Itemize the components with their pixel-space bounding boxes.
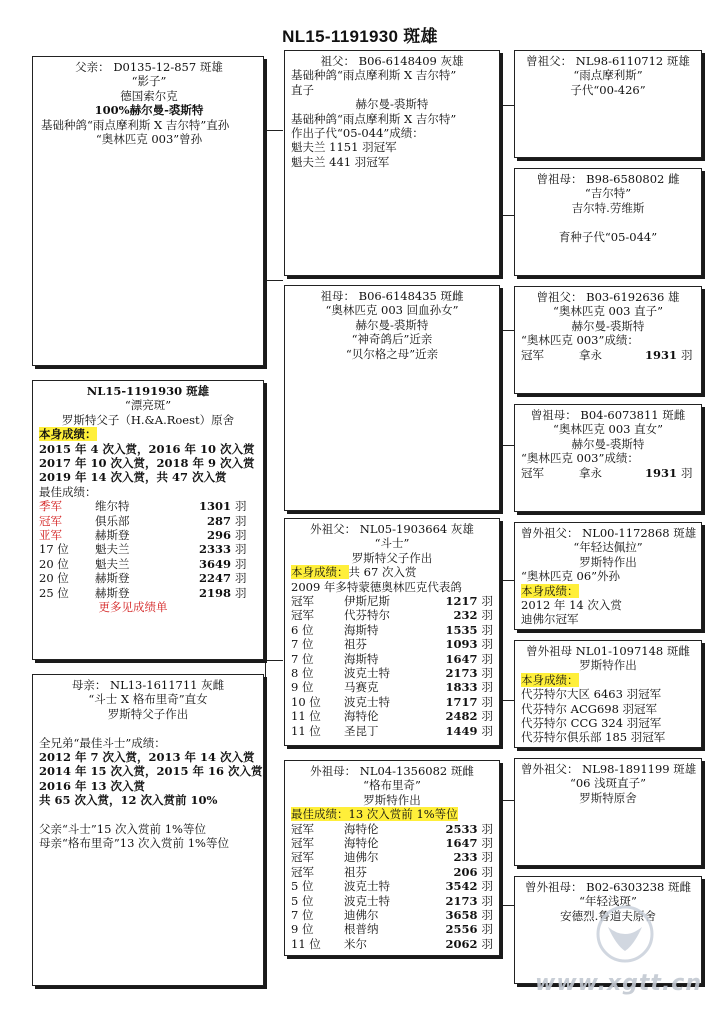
performance-label: 本身成绩： xyxy=(39,427,97,442)
results-table xyxy=(291,594,493,738)
result-unit: 羽 xyxy=(481,637,494,652)
grandfather-text: 基础种鸽“雨点摩利斯 X 吉尔特” xyxy=(291,111,457,126)
ggp-text: 安德烈.鲁道夫原舍 xyxy=(560,908,656,923)
result-row xyxy=(291,937,493,951)
result-birds: 1833 xyxy=(445,680,478,695)
mother-text: 罗斯特父子作出 xyxy=(107,706,189,721)
result-unit: 羽 xyxy=(235,528,247,543)
great-grandmother-card xyxy=(514,168,702,276)
maternal-grandfather-note: 2009 年多特蒙德奥林匹克代表鸽 xyxy=(291,579,462,594)
ggp-text: “年轻达佩拉” xyxy=(573,540,643,555)
result-race: 迪佛尔 xyxy=(344,850,379,865)
grandfather-text: 直子 xyxy=(291,82,314,97)
result-place: 冠军 xyxy=(291,594,314,609)
result-race: 波克士特 xyxy=(344,694,391,709)
father-text: 100%赫尔曼-裘斯特 xyxy=(94,103,204,118)
ggp-text: 育种子代“05-044” xyxy=(558,229,658,244)
ggp-text: “奥林匹克 003”成绩： xyxy=(521,333,639,348)
great-grandfather-card xyxy=(514,522,702,630)
ggp-text: 子代“00-426” xyxy=(570,82,646,97)
maternal-grandmother-card xyxy=(284,760,500,956)
summary-line: 2017 年 10 次入赏，2018 年 9 次入赏 xyxy=(39,456,255,471)
result-row xyxy=(39,571,257,585)
ggp-text: 罗斯特作出 xyxy=(579,658,637,673)
ggp-id: 曾外祖母 NL01-1097148 斑雌 xyxy=(526,644,690,658)
connector-line xyxy=(502,905,514,906)
maternal-grandmother-id: 外祖母： NL04-1356082 斑雌 xyxy=(310,764,474,778)
result-birds: 1931 xyxy=(644,347,677,362)
result-unit: 羽 xyxy=(481,922,494,937)
result-row xyxy=(39,542,257,556)
result-unit: 羽 xyxy=(481,893,494,908)
result-row xyxy=(291,822,493,836)
result-place: 9 位 xyxy=(291,922,314,937)
result-unit: 羽 xyxy=(481,821,494,836)
result-unit: 羽 xyxy=(481,879,494,894)
mother-text: 父亲“斗士”15 次入赏前 1%等位 xyxy=(39,822,206,837)
connector-line xyxy=(265,130,266,280)
result-place: 冠军 xyxy=(39,513,62,528)
mother-text: 母亲“格布里奇”13 次入赏前 1%等位 xyxy=(39,836,229,851)
result-unit: 羽 xyxy=(481,622,494,637)
result-birds: 206 xyxy=(453,864,478,879)
maternal-grandmother-text: “格布里奇” xyxy=(363,778,421,793)
mother-text: “斗士 X 格布里奇”直女 xyxy=(88,692,208,707)
result-race: 海斯特 xyxy=(344,651,379,666)
subject-card xyxy=(32,380,264,660)
connector-line xyxy=(265,660,266,840)
great-grandfather-card xyxy=(514,50,702,158)
result-race: 魁夫兰 xyxy=(95,542,130,557)
result-place: 冠军 xyxy=(521,347,544,362)
result-birds: 1717 xyxy=(445,694,478,709)
result-place: 11 位 xyxy=(291,936,321,951)
ggp-text: 代芬特尔大区 6463 羽冠军 xyxy=(521,687,662,702)
result-birds: 2247 xyxy=(198,571,231,586)
result-row xyxy=(291,608,493,622)
result-birds: 287 xyxy=(206,513,231,528)
result-unit: 羽 xyxy=(681,347,693,362)
result-place: 6 位 xyxy=(291,622,314,637)
great-grandmother-card xyxy=(514,404,702,512)
result-birds: 2062 xyxy=(445,936,478,951)
great-grandfather-card xyxy=(514,758,702,866)
grandmother-id: 祖母： B06-6148435 斑雌 xyxy=(320,289,464,303)
result-unit: 羽 xyxy=(681,465,693,480)
result-place: 冠军 xyxy=(521,465,544,480)
result-place: 20 位 xyxy=(39,556,69,571)
result-birds: 2173 xyxy=(445,665,478,680)
ggp-text: 代芬特尔俱乐部 185 羽冠军 xyxy=(521,730,666,745)
result-birds: 3542 xyxy=(445,879,478,894)
result-row xyxy=(291,836,493,850)
result-birds: 2198 xyxy=(198,585,231,600)
result-row xyxy=(291,724,493,738)
maternal-grandfather-card xyxy=(284,518,500,746)
summary-line: 2019 年 14 次入赏，共 47 次入赏 xyxy=(39,470,227,485)
connector-line xyxy=(502,445,514,446)
result-race: 马赛克 xyxy=(344,680,379,695)
result-unit: 羽 xyxy=(235,571,247,586)
watermark-text: www.xgtt.cn xyxy=(535,971,702,996)
ggp-id: 曾外祖父： NL00-1172868 斑雄 xyxy=(521,526,697,540)
result-unit: 羽 xyxy=(481,665,494,680)
father-card xyxy=(32,56,264,366)
result-birds: 1093 xyxy=(445,637,478,652)
connector-line xyxy=(265,280,283,281)
performance-label: 本身成绩： xyxy=(291,565,349,580)
subject-id: NL15-1191930 斑雄 xyxy=(86,384,210,398)
result-row xyxy=(291,850,493,864)
ggp-text: 代芬特尔 ACG698 羽冠军 xyxy=(521,701,658,716)
result-race: 海特伦 xyxy=(344,821,379,836)
result-unit: 羽 xyxy=(481,836,494,851)
result-place: 7 位 xyxy=(291,907,314,922)
result-race: 海特伦 xyxy=(344,709,379,724)
mother-text: 2016 年 13 次入赏 xyxy=(39,778,146,793)
result-race: 祖芬 xyxy=(344,637,368,652)
result-row xyxy=(39,499,257,513)
connector-line xyxy=(265,660,283,661)
ggp-id: 曾祖父： B03-6192636 雄 xyxy=(536,290,680,304)
result-unit: 羽 xyxy=(235,585,247,600)
mother-text xyxy=(39,808,257,822)
connector-line xyxy=(502,580,514,581)
result-birds: 296 xyxy=(206,528,231,543)
result-race: 波克士特 xyxy=(344,665,391,680)
result-unit: 羽 xyxy=(235,513,247,528)
maternal-grandfather-id: 外祖父： NL05-1903664 灰雄 xyxy=(310,522,474,536)
connector-line xyxy=(502,330,514,331)
result-birds: 2482 xyxy=(445,709,478,724)
result-place: 季军 xyxy=(39,499,62,514)
result-row xyxy=(521,348,695,362)
result-race: 波克士特 xyxy=(344,893,391,908)
result-row xyxy=(291,594,493,608)
ggp-id: 曾祖父： NL98-6110712 斑雄 xyxy=(526,54,690,68)
result-place: 17 位 xyxy=(39,542,69,557)
ggp-text: “奥林匹克 003”成绩： xyxy=(521,451,639,466)
result-place: 20 位 xyxy=(39,571,69,586)
result-birds: 1535 xyxy=(445,622,478,637)
connector-line xyxy=(502,215,514,216)
paternal-grandfather-card xyxy=(284,50,500,276)
result-row xyxy=(521,466,695,480)
pedigree-title: NL15-1191930 斑雄 xyxy=(282,27,438,46)
result-place: 7 位 xyxy=(291,637,314,652)
results-table xyxy=(291,822,493,952)
result-place: 25 位 xyxy=(39,585,69,600)
result-unit: 羽 xyxy=(481,594,494,609)
mother-id: 母亲： NL13-1611711 灰雌 xyxy=(71,678,225,692)
result-place: 冠军 xyxy=(291,850,314,865)
grandmother-text: “神奇鸽后”近亲 xyxy=(351,332,433,347)
ggp-text: 吉尔特.劳维斯 xyxy=(571,200,645,215)
result-row xyxy=(291,695,493,709)
result-row xyxy=(291,922,493,936)
ggp-id: 曾外祖父： NL98-1891199 斑雄 xyxy=(521,762,697,776)
ggp-text: “年轻浅斑” xyxy=(579,894,637,909)
result-row xyxy=(39,586,257,600)
connector-line xyxy=(502,800,514,801)
father-text: 基础种鸽“雨点摩利斯 X 吉尔特”直孙 xyxy=(41,117,230,132)
ggp-text: 罗斯特原舍 xyxy=(579,790,637,805)
ggp-id: 曾祖母： B04-6073811 斑雌 xyxy=(530,408,686,422)
result-place: 5 位 xyxy=(291,879,314,894)
result-unit: 羽 xyxy=(481,936,494,951)
grandfather-text: 基础种鸽“雨点摩利斯 X 吉尔特” xyxy=(291,68,457,83)
result-unit: 羽 xyxy=(481,680,494,695)
result-row xyxy=(291,666,493,680)
result-row xyxy=(291,623,493,637)
ggp-text xyxy=(521,215,695,229)
father-text: 德国索尔克 xyxy=(120,88,178,103)
result-birds: 1647 xyxy=(445,836,478,851)
father-text: “奥林匹克 003”曾孙 xyxy=(95,132,203,147)
result-row xyxy=(39,514,257,528)
result-birds: 232 xyxy=(453,608,478,623)
subject-nickname: “漂亮斑” xyxy=(124,398,172,413)
result-row xyxy=(291,637,493,651)
ggp-text: “吉尔特” xyxy=(584,186,632,201)
results-table xyxy=(39,499,257,600)
result-birds: 2333 xyxy=(198,542,231,557)
grandfather-text: 魁夫兰 1151 羽冠军 xyxy=(291,140,397,155)
watermark-logo-icon xyxy=(596,905,654,963)
result-unit: 羽 xyxy=(481,694,494,709)
mother-text xyxy=(39,721,257,735)
ggp-text: 迪佛尔冠军 xyxy=(521,612,579,627)
result-unit: 羽 xyxy=(481,608,494,623)
maternal-grandfather-text: “斗士” xyxy=(374,536,410,551)
ggp-text: “奥林匹克 003 直子” xyxy=(552,304,664,319)
grandfather-id: 祖父： B06-6148409 灰雄 xyxy=(320,54,464,68)
maternal-grandfather-text: 罗斯特父子作出 xyxy=(351,550,433,565)
result-unit: 羽 xyxy=(235,542,247,557)
result-race: 海斯特 xyxy=(344,622,379,637)
connector-line xyxy=(502,700,514,701)
result-unit: 羽 xyxy=(481,709,494,724)
mother-card xyxy=(32,674,264,986)
result-race: 拿永 xyxy=(579,347,602,362)
summary-line: 2015 年 4 次入赏，2016 年 10 次入赏 xyxy=(39,441,255,456)
result-race: 赫斯登 xyxy=(95,571,130,586)
result-place: 11 位 xyxy=(291,709,321,724)
maternal-grandmother-text: 罗斯特作出 xyxy=(363,792,421,807)
connector-line xyxy=(502,105,514,106)
result-race: 代芬特尔 xyxy=(344,608,391,623)
result-birds: 2173 xyxy=(445,893,478,908)
result-place: 冠军 xyxy=(291,821,314,836)
paternal-grandmother-card xyxy=(284,285,500,511)
result-place: 9 位 xyxy=(291,680,314,695)
result-birds: 233 xyxy=(453,850,478,865)
grandfather-text: 作出子代“05-044”成绩： xyxy=(291,126,424,141)
result-place: 10 位 xyxy=(291,694,321,709)
result-race: 维尔特 xyxy=(95,499,130,514)
great-grandmother-card xyxy=(514,640,702,748)
result-row xyxy=(291,879,493,893)
result-race: 拿永 xyxy=(579,465,602,480)
result-race: 波克士特 xyxy=(344,879,391,894)
result-unit: 羽 xyxy=(481,864,494,879)
ggp-text: 罗斯特作出 xyxy=(579,554,637,569)
ggp-id: 曾外祖母： B02-6303238 斑雌 xyxy=(525,880,691,894)
result-place: 5 位 xyxy=(291,893,314,908)
ggp-id: 曾祖母： B98-6580802 雌 xyxy=(536,172,680,186)
result-unit: 羽 xyxy=(235,499,247,514)
mother-text: 2012 年 7 次入赏，2013 年 14 次入赏 xyxy=(39,750,255,765)
performance-label: 本身成绩： xyxy=(521,672,579,687)
result-birds: 1931 xyxy=(644,465,677,480)
result-place: 冠军 xyxy=(291,836,314,851)
result-race: 海特伦 xyxy=(344,836,379,851)
result-unit: 羽 xyxy=(235,556,247,571)
result-race: 俱乐部 xyxy=(95,513,130,528)
result-row xyxy=(291,894,493,908)
grandmother-text: 赫尔曼-裘斯特 xyxy=(355,317,429,332)
grandmother-text: “奥林匹克 003 回血孙女” xyxy=(325,303,459,318)
ggp-text: “雨点摩利斯” xyxy=(573,68,643,83)
best-results-label: 最佳成绩： xyxy=(39,484,97,499)
ggp-text: 代芬特尔 CCG 324 羽冠军 xyxy=(521,716,662,731)
father-id: 父亲： D0135-12-857 斑雄 xyxy=(75,60,223,74)
result-race: 根普纳 xyxy=(344,922,379,937)
result-row xyxy=(291,865,493,879)
result-row xyxy=(291,652,493,666)
result-race: 伊斯尼斯 xyxy=(344,594,391,609)
result-race: 迪佛尔 xyxy=(344,907,379,922)
result-race: 赫斯登 xyxy=(95,585,130,600)
result-race: 圣昆丁 xyxy=(344,723,379,738)
result-row xyxy=(39,557,257,571)
result-row xyxy=(291,908,493,922)
ggp-text: 赫尔曼-裘斯特 xyxy=(571,436,645,451)
result-unit: 羽 xyxy=(481,723,494,738)
result-unit: 羽 xyxy=(481,850,494,865)
result-birds: 2556 xyxy=(445,922,478,937)
result-race: 赫斯登 xyxy=(95,528,130,543)
result-place: 8 位 xyxy=(291,665,314,680)
performance-total: 共 67 次入赏 xyxy=(348,565,417,580)
result-row xyxy=(291,709,493,723)
ggp-text: 赫尔曼-裘斯特 xyxy=(571,318,645,333)
result-unit: 羽 xyxy=(481,907,494,922)
result-row xyxy=(39,528,257,542)
ggp-text: “06 浅斑直子” xyxy=(569,776,647,791)
result-race: 祖芬 xyxy=(344,864,368,879)
result-birds: 1217 xyxy=(445,594,478,609)
result-row xyxy=(291,680,493,694)
result-place: 亚军 xyxy=(39,528,62,543)
result-race: 魁夫兰 xyxy=(95,556,130,571)
ggp-text: 2012 年 14 次入赏 xyxy=(521,598,622,613)
grandmother-text: “贝尔格之母”近亲 xyxy=(345,346,439,361)
connector-line xyxy=(265,130,283,131)
result-birds: 1647 xyxy=(445,651,478,666)
father-nickname: “影子” xyxy=(131,74,167,89)
result-birds: 2533 xyxy=(445,821,478,836)
result-place: 11 位 xyxy=(291,723,321,738)
mother-text: 全兄弟“最佳斗士”成绩： xyxy=(39,735,166,750)
result-birds: 1301 xyxy=(198,499,231,514)
best-results-label: 最佳成绩：13 次入赏前 1%等位 xyxy=(291,807,458,822)
grandfather-text: 魁夫兰 441 羽冠军 xyxy=(291,154,390,169)
subject-loft: 罗斯特父子（H.&A.Roest）原舍 xyxy=(61,412,235,427)
result-birds: 1449 xyxy=(445,723,478,738)
result-place: 冠军 xyxy=(291,608,314,623)
performance-label: 本身成绩： xyxy=(521,583,579,598)
mother-text: 共 65 次入赏，12 次入赏前 10% xyxy=(39,793,218,808)
grandfather-text: 赫尔曼-裘斯特 xyxy=(355,97,429,112)
great-grandfather-card xyxy=(514,286,702,394)
result-birds: 3658 xyxy=(445,907,478,922)
more-results-link[interactable]: 更多见成绩单 xyxy=(98,599,168,614)
ggp-text: “奥林匹克 003 直女” xyxy=(552,422,664,437)
result-race: 米尔 xyxy=(344,936,368,951)
result-place: 冠军 xyxy=(291,864,314,879)
mother-text: 2014 年 15 次入赏，2015 年 16 次入赏 xyxy=(39,764,263,779)
result-unit: 羽 xyxy=(481,651,494,666)
ggp-text: “奥林匹克 06”外孙 xyxy=(521,569,621,584)
result-place: 7 位 xyxy=(291,651,314,666)
result-birds: 3649 xyxy=(198,556,231,571)
